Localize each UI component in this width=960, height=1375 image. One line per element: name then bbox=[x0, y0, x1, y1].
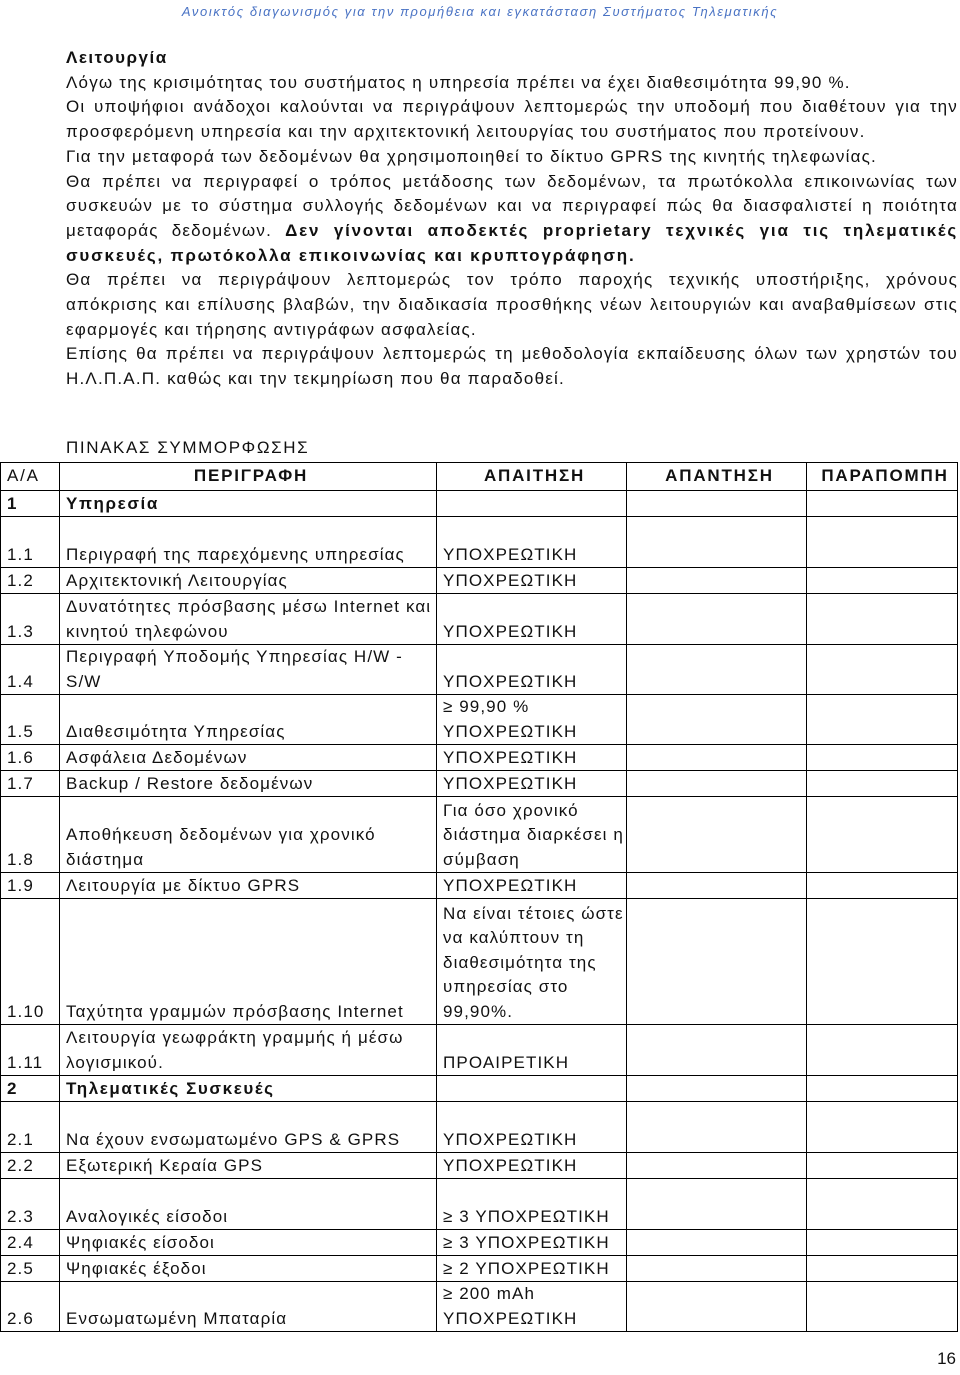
row-answer-cell bbox=[627, 1102, 807, 1153]
row-id-cell: 1.2 bbox=[1, 568, 60, 594]
row-requirement-cell: ΥΠΟΧΡΕΩΤΙΚΗ bbox=[437, 1153, 627, 1179]
row-description-cell: Υπηρεσία bbox=[60, 491, 437, 517]
row-reference-cell bbox=[807, 1102, 958, 1153]
row-requirement-cell: ΥΠΟΧΡΕΩΤΙΚΗ bbox=[437, 1102, 627, 1153]
table-row bbox=[1, 1153, 958, 1179]
row-reference-cell bbox=[807, 645, 958, 695]
row-description-cell: Ταχύτητα γραμμών πρόσβασης Internet bbox=[60, 899, 437, 1025]
row-id-cell: 1 bbox=[1, 491, 60, 517]
row-reference-cell bbox=[807, 1153, 958, 1179]
row-answer-cell bbox=[627, 594, 807, 645]
bold-statement: Δεν γίνονται αποδεκτές proprietary τεχνικές για τις τηλεματικές συσκευές, πρωτόκολλα επικοινωνίας και κρυπτογράφηση. bbox=[66, 220, 958, 265]
table-section-row bbox=[1, 1076, 958, 1102]
row-description-cell: Τηλεματικές Συσκευές bbox=[60, 1076, 437, 1102]
row-requirement-cell: ≥ 3 ΥΠΟΧΡΕΩΤΙΚΗ bbox=[437, 1179, 627, 1230]
row-requirement-cell: ΥΠΟΧΡΕΩΤΙΚΗ bbox=[437, 645, 627, 695]
paragraph-availability: Λόγω της κρισιμότητας του συστήματος η υπηρεσία πρέπει να έχει διαθεσιμότητα 99,90 %. bbox=[66, 72, 851, 92]
row-id-cell: 1.10 bbox=[1, 899, 60, 1025]
column-header-id: Α/Α bbox=[1, 463, 60, 491]
row-description-cell: Αποθήκευση δεδομένων για χρονικό διάστημα bbox=[60, 797, 437, 873]
row-reference-cell bbox=[807, 594, 958, 645]
paragraph-infrastructure: Οι υποψήφιοι ανάδοχοι καλούνται να περιγράψουν λεπτομερώς την υποδομή που διαθέτουν για την προσφερόμενη υπηρεσία και την αρχιτεκτονική λειτουργίας του συστήματος που προτείνουν. bbox=[66, 97, 958, 142]
row-requirement-cell: ΥΠΟΧΡΕΩΤΙΚΗ bbox=[437, 594, 627, 645]
compliance-table bbox=[0, 462, 958, 1332]
table-row bbox=[1, 1102, 958, 1153]
table-row bbox=[1, 1282, 958, 1332]
page-number: 16 bbox=[937, 1349, 956, 1368]
row-answer-cell bbox=[627, 1179, 807, 1230]
row-description-cell: Αρχιτεκτονική Λειτουργίας bbox=[60, 568, 437, 594]
paragraph-transmission bbox=[66, 170, 958, 269]
row-reference-cell bbox=[807, 1025, 958, 1076]
row-id-cell: 1.7 bbox=[1, 771, 60, 797]
column-header-reference: ΠΑΡΑΠΟΜΠΗ bbox=[807, 463, 958, 491]
table-row bbox=[1, 1230, 958, 1256]
row-reference-cell bbox=[807, 1076, 958, 1102]
paragraph-transmission-text: Θα πρέπει να περιγραφεί ο τρόπος μετάδοσης των δεδομένων, τα πρωτόκολλα επικοινωνίας των συσκευών με το σύστημα συλλογής δεδομένων και να περιγραφεί πώς θα διασφαλιστεί η ποιότητα μεταφοράς δεδομένων. bbox=[66, 171, 958, 240]
row-requirement-cell: ≥ 99,90 % ΥΠΟΧΡΕΩΤΙΚΗ bbox=[437, 695, 627, 745]
row-description-cell: Να έχουν ενσωματωμένο GPS & GPRS bbox=[60, 1102, 437, 1153]
row-answer-cell bbox=[627, 1256, 807, 1282]
table-row bbox=[1, 517, 958, 568]
row-description-cell: Ασφάλεια Δεδομένων bbox=[60, 745, 437, 771]
paragraph-gprs: Για την μεταφορά των δεδομένων θα χρησιμοποιηθεί το δίκτυο GPRS της κινητής τηλεφωνίας. bbox=[66, 146, 877, 166]
row-description-cell: Διαθεσιμότητα Υπηρεσίας bbox=[60, 695, 437, 745]
row-id-cell: 1.6 bbox=[1, 745, 60, 771]
row-answer-cell bbox=[627, 1282, 807, 1332]
row-requirement-cell: ΥΠΟΧΡΕΩΤΙΚΗ bbox=[437, 873, 627, 899]
row-description-cell: Περιγραφή Υποδομής Υπηρεσίας H/W - S/W bbox=[60, 645, 437, 695]
row-answer-cell bbox=[627, 1153, 807, 1179]
table-section-row bbox=[1, 491, 958, 517]
column-header-answer: ΑΠΑΝΤΗΣΗ bbox=[627, 463, 807, 491]
table-row bbox=[1, 745, 958, 771]
row-requirement-cell: Να είναι τέτοιες ώστε να καλύπτουν τη διαθεσιμότητα της υπηρεσίας στο 99,90%. bbox=[437, 899, 627, 1025]
table-row bbox=[1, 695, 958, 745]
row-answer-cell bbox=[627, 568, 807, 594]
column-header-description: ΠΕΡΙΓΡΑΦΗ bbox=[60, 463, 437, 491]
table-row bbox=[1, 797, 958, 873]
table-row bbox=[1, 1256, 958, 1282]
row-id-cell: 1.11 bbox=[1, 1025, 60, 1076]
section-heading: Λειτουργία bbox=[66, 48, 168, 67]
row-reference-cell bbox=[807, 873, 958, 899]
row-id-cell: 2.4 bbox=[1, 1230, 60, 1256]
row-description-cell: Λειτουργία με δίκτυο GPRS bbox=[60, 873, 437, 899]
document-header: Ανοικτός διαγωνισμός για την προμήθεια και εγκατάσταση Συστήματος Τηλεματικής bbox=[181, 4, 779, 19]
row-reference-cell bbox=[807, 899, 958, 1025]
row-id-cell: 2 bbox=[1, 1076, 60, 1102]
row-description-cell: Ενσωματωμένη Μπαταρία bbox=[60, 1282, 437, 1332]
row-requirement-cell bbox=[437, 491, 627, 517]
row-reference-cell bbox=[807, 517, 958, 568]
table-row bbox=[1, 568, 958, 594]
row-description-cell: Backup / Restore δεδομένων bbox=[60, 771, 437, 797]
table-row bbox=[1, 771, 958, 797]
row-answer-cell bbox=[627, 491, 807, 517]
table-row bbox=[1, 1025, 958, 1076]
paragraph-training: Επίσης θα πρέπει να περιγράψουν λεπτομερώς τη μεθοδολογία εκπαίδευσης όλων των χρηστών του Η.Λ.Π.Α.Π. καθώς και την τεκμηρίωση που θα παραδοθεί. bbox=[66, 344, 958, 389]
row-reference-cell bbox=[807, 745, 958, 771]
row-answer-cell bbox=[627, 797, 807, 873]
row-description-cell: Λειτουργία γεωφράκτη γραμμής ή μέσω λογισμικού. bbox=[60, 1025, 437, 1076]
row-requirement-cell: ΥΠΟΧΡΕΩΤΙΚΗ bbox=[437, 517, 627, 568]
row-description-cell: Δυνατότητες πρόσβασης μέσω Internet και κινητού τηλεφώνου bbox=[60, 594, 437, 645]
row-requirement-cell: ΥΠΟΧΡΕΩΤΙΚΗ bbox=[437, 771, 627, 797]
row-answer-cell bbox=[627, 899, 807, 1025]
row-reference-cell bbox=[807, 1179, 958, 1230]
row-requirement-cell: ΠΡΟΑΙΡΕΤΙΚΗ bbox=[437, 1025, 627, 1076]
row-id-cell: 1.9 bbox=[1, 873, 60, 899]
paragraph-support: Θα πρέπει να περιγράψουν λεπτομερώς τον τρόπο παροχής τεχνικής υποστήριξης, χρόνους απόκρισης και επίλυσης βλαβών, την διαδικασία προσθήκης νέων λειτουργιών και αναβαθμίσεων στις εφαρμογές και τήρησης αντιγράφων ασφαλείας. bbox=[66, 270, 958, 339]
row-requirement-cell: ΥΠΟΧΡΕΩΤΙΚΗ bbox=[437, 568, 627, 594]
row-id-cell: 1.5 bbox=[1, 695, 60, 745]
row-answer-cell bbox=[627, 1076, 807, 1102]
row-answer-cell bbox=[627, 873, 807, 899]
row-requirement-cell: ≥ 3 ΥΠΟΧΡΕΩΤΙΚΗ bbox=[437, 1230, 627, 1256]
row-answer-cell bbox=[627, 695, 807, 745]
row-answer-cell bbox=[627, 517, 807, 568]
row-answer-cell bbox=[627, 645, 807, 695]
row-description-cell: Εξωτερική Κεραία GPS bbox=[60, 1153, 437, 1179]
row-requirement-cell: ΥΠΟΧΡΕΩΤΙΚΗ bbox=[437, 745, 627, 771]
row-requirement-cell bbox=[437, 1076, 627, 1102]
table-row bbox=[1, 1179, 958, 1230]
table-row bbox=[1, 873, 958, 899]
table-header-row bbox=[1, 463, 958, 491]
table-title: ΠΙΝΑΚΑΣ ΣΥΜΜΟΡΦΩΣΗΣ bbox=[66, 438, 310, 457]
row-requirement-cell: ≥ 2 ΥΠΟΧΡΕΩΤΙΚΗ bbox=[437, 1256, 627, 1282]
row-answer-cell bbox=[627, 771, 807, 797]
section-body bbox=[66, 46, 958, 392]
row-id-cell: 1.1 bbox=[1, 517, 60, 568]
column-header-requirement: ΑΠΑΙΤΗΣΗ bbox=[437, 463, 627, 491]
row-id-cell: 1.8 bbox=[1, 797, 60, 873]
row-reference-cell bbox=[807, 491, 958, 517]
row-description-cell: Ψηφιακές είσοδοι bbox=[60, 1230, 437, 1256]
row-description-cell: Ψηφιακές έξοδοι bbox=[60, 1256, 437, 1282]
row-id-cell: 2.2 bbox=[1, 1153, 60, 1179]
row-answer-cell bbox=[627, 1230, 807, 1256]
row-reference-cell bbox=[807, 1282, 958, 1332]
row-reference-cell bbox=[807, 1256, 958, 1282]
row-description-cell: Αναλογικές είσοδοι bbox=[60, 1179, 437, 1230]
row-requirement-cell: Για όσο χρονικό διάστημα διαρκέσει η σύμβαση bbox=[437, 797, 627, 873]
table-row bbox=[1, 645, 958, 695]
row-answer-cell bbox=[627, 745, 807, 771]
row-reference-cell bbox=[807, 1230, 958, 1256]
row-id-cell: 1.4 bbox=[1, 645, 60, 695]
row-id-cell: 2.5 bbox=[1, 1256, 60, 1282]
row-reference-cell bbox=[807, 695, 958, 745]
row-answer-cell bbox=[627, 1025, 807, 1076]
row-id-cell: 2.6 bbox=[1, 1282, 60, 1332]
row-reference-cell bbox=[807, 771, 958, 797]
row-description-cell: Περιγραφή της παρεχόμενης υπηρεσίας bbox=[60, 517, 437, 568]
table-row bbox=[1, 594, 958, 645]
row-reference-cell bbox=[807, 797, 958, 873]
row-id-cell: 2.3 bbox=[1, 1179, 60, 1230]
table-row bbox=[1, 899, 958, 1025]
row-requirement-cell: ≥ 200 mAh ΥΠΟΧΡΕΩΤΙΚΗ bbox=[437, 1282, 627, 1332]
row-id-cell: 1.3 bbox=[1, 594, 60, 645]
row-reference-cell bbox=[807, 568, 958, 594]
row-id-cell: 2.1 bbox=[1, 1102, 60, 1153]
